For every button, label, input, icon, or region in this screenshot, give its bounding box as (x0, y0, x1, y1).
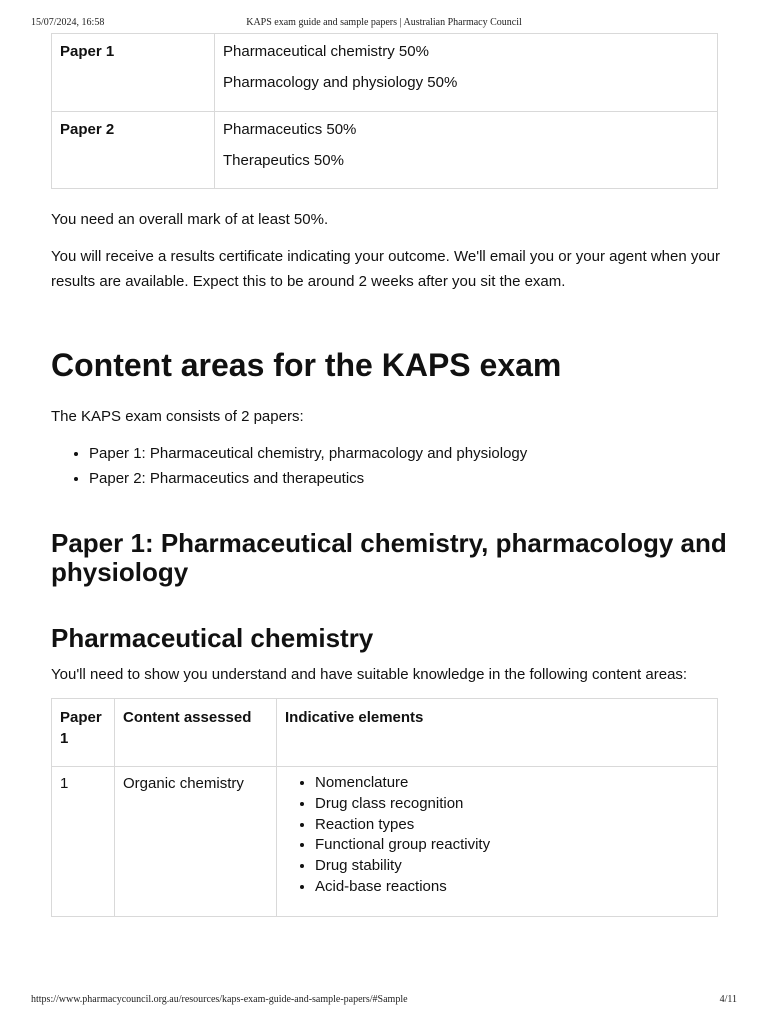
papers-list (51, 441, 527, 491)
exam-consists-text: The KAPS exam consists of 2 papers: (51, 408, 304, 425)
column-header-paper: Paper 1 (52, 699, 115, 767)
column-header-content: Content assessed (115, 699, 277, 767)
list-item: • Nomenclature (315, 773, 709, 794)
list-item: • Functional group reactivity (315, 835, 709, 856)
indicative-elements (277, 767, 718, 917)
column-header-elements: Indicative elements (277, 699, 718, 767)
papers-weighting-table (51, 33, 718, 189)
table-row (52, 112, 718, 189)
page-url: https://www.pharmacycouncil.org.au/resources/kaps-exam-guide-and-sample-papers/#Sample (31, 994, 408, 1005)
table-header-row (52, 699, 718, 767)
content-areas-heading: Content areas for the KAPS exam (51, 347, 562, 383)
list-item: • Reaction types (315, 815, 709, 836)
subject-weight: Pharmaceutics 50% (223, 121, 357, 138)
list-item: • Drug class recognition (315, 794, 709, 815)
knowledge-text: You'll need to show you understand and have suitable knowledge in the following content areas: (51, 666, 688, 683)
table-row (52, 767, 718, 917)
row-number: 1 (52, 767, 115, 917)
list-item: • Drug stability (315, 856, 709, 877)
list-item: • Acid-base reactions (315, 877, 709, 898)
paper-label: Paper 2 (52, 112, 215, 189)
paper1-heading: Paper 1: Pharmaceutical chemistry, pharmacology and physiology (51, 528, 727, 587)
paper-subjects (215, 34, 718, 112)
print-header-title: KAPS exam guide and sample papers | Australian Pharmacy Council (246, 17, 522, 28)
paper-label: Paper 1 (52, 34, 215, 112)
subject-weight: Pharmacology and physiology 50% (223, 74, 458, 91)
page-number: 4/11 (719, 994, 737, 1005)
content-areas-table (51, 698, 718, 917)
subject-weight: Therapeutics 50% (223, 152, 344, 169)
list-item: • Paper 2: Pharmaceutics and therapeutics (89, 466, 527, 491)
print-header (0, 17, 768, 31)
list-item: • Paper 1: Pharmaceutical chemistry, pharmacology and physiology (89, 441, 527, 466)
pharmaceutical-chemistry-heading: Pharmaceutical chemistry (51, 623, 374, 653)
paper-subjects (215, 112, 718, 189)
content-assessed: Organic chemistry (115, 767, 277, 917)
table-row (52, 34, 718, 112)
subject-weight: Pharmaceutical chemistry 50% (223, 43, 429, 60)
elements-list (285, 773, 709, 898)
print-header-datetime: 15/07/2024, 16:58 (31, 17, 105, 28)
results-text: You will receive a results certificate indicating your outcome. We'll email you or your agent when your results are available. Expect this to be around 2 weeks after you sit the exam. (51, 248, 721, 290)
overall-mark-text: You need an overall mark of at least 50%. (51, 211, 329, 228)
print-footer (0, 994, 768, 1008)
